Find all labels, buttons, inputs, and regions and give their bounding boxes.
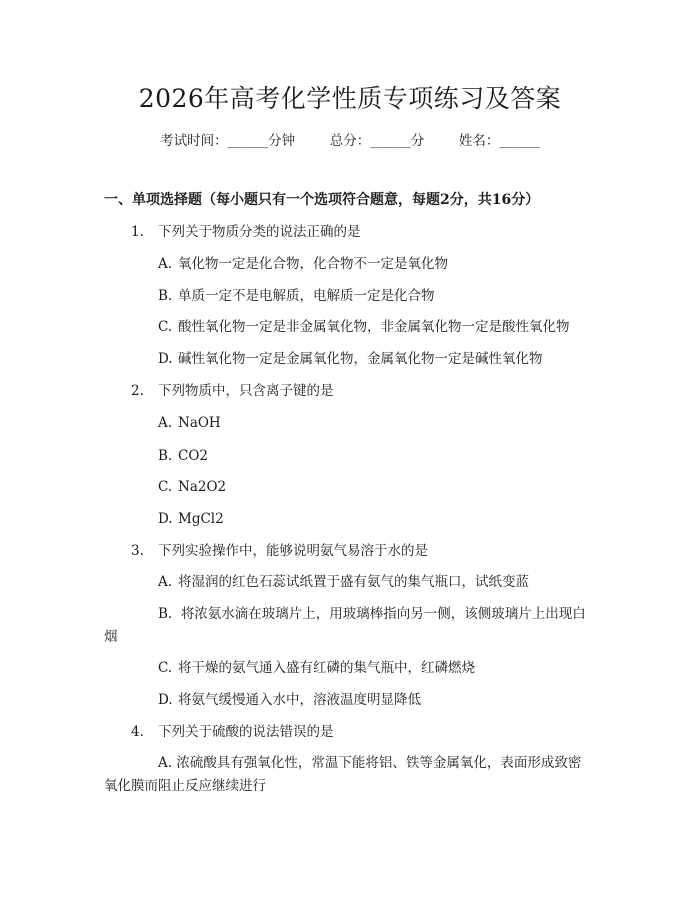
answer-option-continuation: 氧化膜而阻止反应继续进行 — [104, 778, 266, 794]
option-letter: B. — [158, 448, 173, 464]
answer-option — [158, 286, 435, 306]
answer-option — [158, 477, 226, 497]
exam-time-blank: ______ — [227, 133, 269, 149]
answer-option — [158, 658, 475, 678]
option-text: 将湿润的红色石蕊试纸置于盛有氨气的集气瓶口，试纸变蓝 — [178, 574, 529, 590]
option-text: CO2 — [178, 448, 208, 464]
exam-time-label: 考试时间： — [160, 133, 228, 149]
exam-time-unit: 分钟 — [268, 133, 296, 149]
answer-option — [158, 349, 543, 369]
section-heading: 一、单项选择题（每小题只有一个选项符合题意，每题2分，共16分） — [104, 192, 540, 208]
total-score-unit: 分 — [410, 133, 425, 149]
option-text: MgCl2 — [178, 511, 224, 527]
option-text: Na2O2 — [178, 479, 227, 495]
option-letter: C. — [158, 660, 173, 676]
answer-option — [158, 509, 224, 529]
option-letter: A. — [158, 415, 173, 431]
option-letter: A. — [158, 574, 173, 590]
document-title: 2026年高考化学性质专项练习及答案 — [138, 84, 562, 113]
question-number: 3. — [131, 543, 144, 559]
answer-option — [104, 604, 596, 624]
option-text: 将浓氨水滴在玻璃片上，用玻璃棒指向另一侧，该侧玻璃片上出现白 — [180, 606, 586, 622]
option-letter: D. — [158, 511, 173, 527]
question-number: 2. — [131, 383, 144, 399]
option-text: 将氨气缓慢通入水中，溶液温度明显降低 — [178, 692, 421, 708]
option-letter: C. — [158, 319, 173, 335]
answer-option-continuation: 烟 — [104, 629, 118, 645]
question-number: 4. — [131, 724, 144, 740]
option-letter: D. — [158, 692, 173, 708]
question-text: 下列实验操作中，能够说明氨气易溶于水的是 — [158, 543, 428, 559]
question-text: 下列物质中，只含离子键的是 — [158, 383, 334, 399]
answer-option — [158, 446, 208, 466]
option-letter: A. — [158, 755, 173, 771]
question-text: 下列关于硫酸的说法错误的是 — [158, 724, 334, 740]
answer-option — [158, 690, 421, 710]
option-text: 碱性氧化物一定是金属氧化物，金属氧化物一定是碱性氧化物 — [178, 351, 543, 367]
answer-option — [104, 753, 596, 773]
student-name-label: 姓名： — [458, 133, 500, 149]
option-text: 浓硫酸具有强氧化性，常温下能将铝、铁等金属氧化，表面形成致密 — [176, 755, 582, 771]
answer-option — [158, 254, 448, 274]
option-text: 酸性氧化物一定是非金属氧化物，非金属氧化物一定是酸性氧化物 — [178, 319, 570, 335]
answer-option — [158, 572, 529, 592]
option-letter: D. — [158, 351, 173, 367]
question-number: 1. — [131, 224, 144, 240]
exam-info-line — [0, 131, 700, 151]
option-letter: B. — [158, 288, 173, 304]
student-name-blank: ______ — [499, 133, 540, 149]
question-text: 下列关于物质分类的说法正确的是 — [158, 224, 361, 240]
total-score-blank: ______ — [370, 133, 411, 149]
answer-option — [158, 413, 221, 433]
option-letter: A. — [158, 256, 173, 272]
option-text: 单质一定不是电解质，电解质一定是化合物 — [178, 288, 435, 304]
answer-option — [158, 317, 570, 337]
total-score-label: 总分： — [329, 133, 371, 149]
option-letter: C. — [158, 479, 173, 495]
option-text: NaOH — [178, 415, 221, 431]
option-text: 氧化物一定是化合物，化合物不一定是氧化物 — [178, 256, 448, 272]
option-letter: B. — [158, 606, 173, 622]
option-text: 将干燥的氨气通入盛有红磷的集气瓶中，红磷燃烧 — [178, 660, 475, 676]
